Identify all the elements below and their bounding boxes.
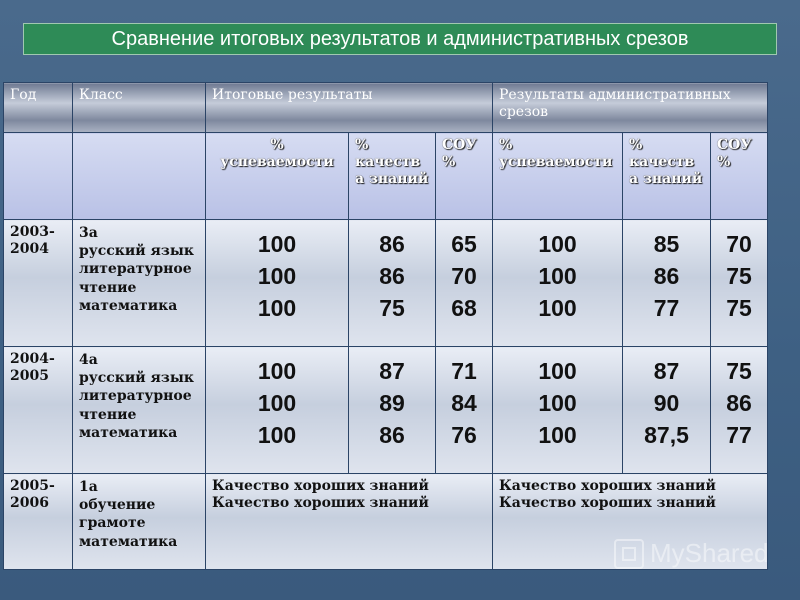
- value: 75: [726, 263, 752, 289]
- value: 75: [379, 295, 405, 321]
- value: 76: [451, 422, 477, 448]
- admin-quality-cell: [623, 347, 711, 474]
- value: 100: [538, 422, 577, 448]
- class-line: русский язык: [79, 370, 194, 387]
- value: 86: [379, 422, 405, 448]
- value: 90: [653, 390, 680, 416]
- value: 70: [726, 231, 752, 257]
- value: 100: [257, 422, 297, 448]
- value: 100: [538, 263, 577, 289]
- myshared-logo-icon: [614, 539, 644, 569]
- class-line: математика: [79, 297, 178, 314]
- subheader-empty-class: [73, 133, 206, 220]
- value: 87: [379, 358, 405, 384]
- value: 85: [653, 231, 680, 257]
- subheader-final-quality: % качеств а знаний: [349, 133, 436, 220]
- value: 100: [257, 358, 297, 384]
- value: 87: [653, 358, 680, 384]
- class-line: литературное чтение: [79, 261, 192, 296]
- value: 86: [653, 263, 680, 289]
- header-class: Класс: [73, 83, 206, 133]
- value: 86: [379, 263, 405, 289]
- final-sou-cell: [436, 220, 493, 347]
- value: 75: [726, 358, 752, 384]
- subheader-empty-year: [4, 133, 73, 220]
- header-final: Итоговые результаты: [206, 83, 493, 133]
- row-class: [73, 474, 206, 570]
- row-year: 2004-2005: [4, 347, 73, 474]
- value: 100: [538, 295, 577, 321]
- class-line: русский язык: [79, 243, 194, 260]
- final-quality-cell: [349, 220, 436, 347]
- value: 65: [451, 231, 477, 257]
- subheader-admin-sou: СОУ %: [711, 133, 768, 220]
- admin-sou-cell: [711, 347, 768, 474]
- table-row: [4, 347, 768, 474]
- class-line: 1а: [79, 479, 98, 495]
- final-success-cell: [206, 347, 349, 474]
- value: 100: [538, 390, 577, 416]
- row-class: [73, 347, 206, 474]
- header-year: Год: [4, 83, 73, 133]
- admin-quality-cell: [623, 220, 711, 347]
- admin-success-cell: [493, 347, 623, 474]
- final-sou-cell: [436, 347, 493, 474]
- value: 68: [451, 295, 477, 321]
- watermark: [614, 538, 769, 569]
- text-line: Качество хороших знаний: [212, 478, 429, 494]
- value: 77: [726, 422, 752, 448]
- text-line: Качество хороших знаний: [499, 494, 716, 511]
- text-line: Качество хороших знаний: [212, 494, 429, 511]
- value: 70: [451, 263, 477, 289]
- admin-sou-cell: [711, 220, 768, 347]
- subheader-final-success: % успеваемости: [206, 133, 349, 220]
- value: 100: [538, 231, 577, 257]
- subheader-final-sou: СОУ %: [436, 133, 493, 220]
- class-line: обучение грамоте: [79, 497, 156, 532]
- final-success-cell: [206, 220, 349, 347]
- value: 100: [257, 231, 297, 257]
- value: 86: [726, 390, 752, 416]
- watermark-text: MyShared: [650, 538, 769, 568]
- slide-title: Сравнение итоговых результатов и административных срезов: [23, 23, 777, 55]
- subheader-admin-success: % успеваемости: [493, 133, 623, 220]
- final-quality-text: [206, 474, 493, 570]
- row-year: 2005-2006: [4, 474, 73, 570]
- header-row: [4, 83, 768, 133]
- value: 100: [257, 295, 297, 321]
- class-line: литературное чтение: [79, 388, 192, 423]
- value: 87,5: [644, 422, 689, 448]
- class-line: математика: [79, 424, 178, 441]
- class-line: 3а: [79, 225, 98, 241]
- value: 75: [726, 295, 752, 321]
- subheader-row: [4, 133, 768, 220]
- value: 100: [257, 390, 297, 416]
- subheader-admin-quality: % качеств а знаний: [623, 133, 711, 220]
- header-admin: Результаты административных срезов: [493, 83, 768, 133]
- results-table: [3, 82, 768, 570]
- value: 77: [653, 295, 680, 321]
- final-quality-cell: [349, 347, 436, 474]
- admin-success-cell: [493, 220, 623, 347]
- value: 89: [379, 390, 405, 416]
- row-year: 2003-2004: [4, 220, 73, 347]
- table-row: [4, 220, 768, 347]
- class-line: математика: [79, 533, 178, 550]
- value: 71: [451, 358, 477, 384]
- value: 100: [257, 263, 297, 289]
- class-line: 4а: [79, 352, 98, 368]
- row-class: [73, 220, 206, 347]
- value: 100: [538, 358, 577, 384]
- text-line: Качество хороших знаний: [499, 478, 716, 494]
- value: 86: [379, 231, 405, 257]
- value: 84: [451, 390, 477, 416]
